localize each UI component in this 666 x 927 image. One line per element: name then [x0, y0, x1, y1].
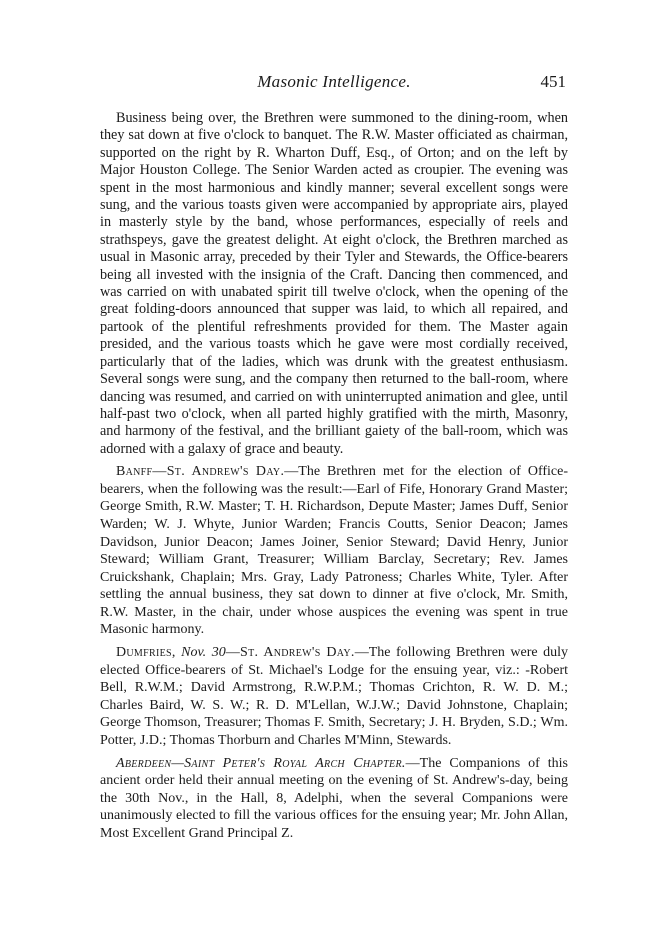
book-page	[100, 72, 568, 848]
section-date: Nov. 30	[181, 645, 226, 661]
page-number: 451	[540, 72, 566, 91]
paragraph-text: —The following Brethren were duly elected Office-bearers of St. Michael's Lodge for the ensuing year, viz.: -Robert Bell, R.W.M.; David Armstrong, R.W.P.M.; Thomas Crichton, R. W. D. M.; Charles Baird, W. S. W.; R. D. M'Lellan, W.J.W.; David Johnstone, Chaplain; George Thomson, Treasurer; Thomas F. Smith, Secretary; J. H. Bryden, S.D.; Wm. Potter, J.D.; Thomas Thorburn and Charles M'Minn, Stewards.	[100, 645, 569, 749]
section-lead-banff: Banff—St. Andrew's Day.	[116, 464, 285, 480]
paragraph-dumfries	[100, 644, 568, 750]
section-lead-day: —St. Andrew's Day.	[225, 645, 355, 661]
running-title: Masonic Intelligence.	[257, 72, 411, 91]
section-lead-dumfries: Dumfries,	[116, 645, 176, 661]
paragraph-text: —The Companions of this ancient order held their annual meeting on the evening of St. Andrew's-day, being the 30th Nov., in the Hall, 8, Adelphi, when the several Companions were unanimously elected to fill the various offices for the ensuing year; Mr. John Allan, Most Excellent Grand Principal Z.	[100, 755, 569, 841]
section-lead-aberdeen: Aberdeen—Saint Peter's Royal Arch Chapter.	[116, 755, 406, 771]
paragraph-banff	[100, 463, 568, 639]
paragraph-text: Business being over, the Brethren were summoned to the dining-room, when they sat down at five o'clock to banquet. The R.W. Master officiated as chairman, supported on the right by R. Wharton Duff, Esq., of Orton; and on the left by Major Houston College. The Senior Warden acted as croupier. The evening was spent in the most harmonious and kindly manner; several excellent songs were sung, and the various toasts given were accompanied by appropriate airs, played in masterly style by the band, whose performances, especially of reels and strathspeys, gave the greatest delight. At eight o'clock, the Brethren marched as usual in Masonic array, preceded by their Tyler and Stewards, the Office-bearers being all invested with the insignia of the Craft. Dancing then commenced, and was carried on with unabated spirit till twelve o'clock, when the opening of the great folding-doors announced that supper was laid, to which all repaired, and partook of the plentiful refreshments provided for them. The Master again presided, and the various toasts which he gave were most cordially received, particularly that of the ladies, which was drunk with the greatest enthusiasm. Several songs were sung, and the company then returned to the ball-room, where dancing was resumed, and carried on with uninterrupted animation and glee, until half-past two o'clock, when all parted highly gratified with the mirth, Masonry, and harmony of the festival, and the brilliant gaiety of the ball-room, which was adorned with a galaxy of grace and beauty.	[100, 110, 568, 457]
page-header	[100, 72, 568, 98]
paragraph-banquet	[100, 110, 568, 458]
paragraph-aberdeen	[100, 755, 568, 843]
paragraph-text: —The Brethren met for the election of Office-bearers, when the following was the result:—Earl of Fife, Honorary Grand Master; George Smith, R.W. Master; T. H. Richardson, Depute Master; James Duff, Senior Warden; W. J. Whyte, Junior Warden; Francis Coutts, Senior Deacon; James Davidson, Junior Deacon; James Joiner, Senior Steward; David Henry, Junior Steward; William Grant, Treasurer; William Barclay, Secretary; Rev. James Cruickshank, Chaplain; Mrs. Gray, Lady Patroness; Charles White, Tyler. After settling the annual business, they sat down to dinner at five o'clock, Mr. Smith, R.W. Master, in the chair, under whose auspices the evening was spent in true Masonic harmony.	[100, 464, 568, 638]
